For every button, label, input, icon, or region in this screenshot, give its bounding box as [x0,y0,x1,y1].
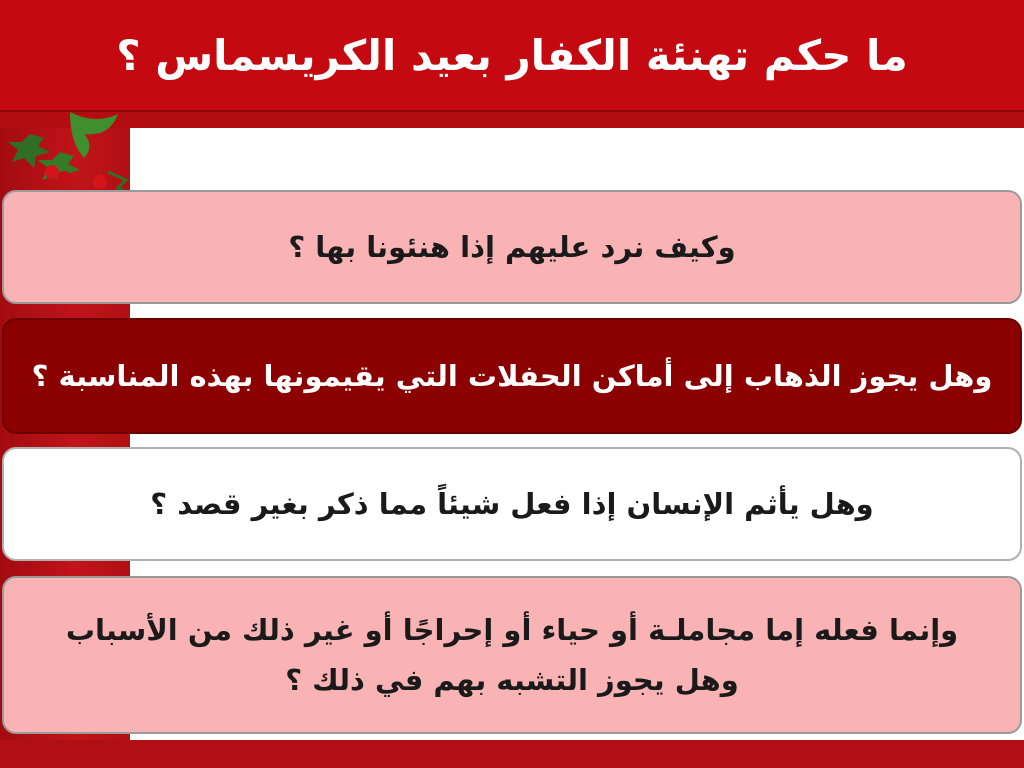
question-text-3: وهل يأثم الإنسان إذا فعل شيئاً مما ذكر بغير قصد ؟ [150,487,874,521]
question-box-4 [2,576,1022,734]
decorative-red-bottom [0,740,1024,768]
holly-icon [0,112,140,202]
question-text-4-line-2: وهل يجوز التشبه بهم في ذلك ؟ [285,663,739,697]
question-box-1 [2,190,1022,304]
question-text-2: وهل يجوز الذهاب إلى أماكن الحفلات التي يقيمونها بهذه المناسبة ؟ [31,359,993,393]
question-text-1: وكيف نرد عليهم إذا هنئونا بها ؟ [288,230,736,264]
title-bar [0,0,1024,112]
page-title: ما حكم تهنئة الكفار بعيد الكريسماس ؟ [116,30,908,80]
decorative-red-strip [0,112,1024,128]
question-box-2 [2,318,1022,434]
question-text-4-line-1: وإنما فعله إما مجاملـة أو حياء أو إحراجًا أو غير ذلك من الأسباب [65,613,959,647]
question-box-3 [2,447,1022,561]
